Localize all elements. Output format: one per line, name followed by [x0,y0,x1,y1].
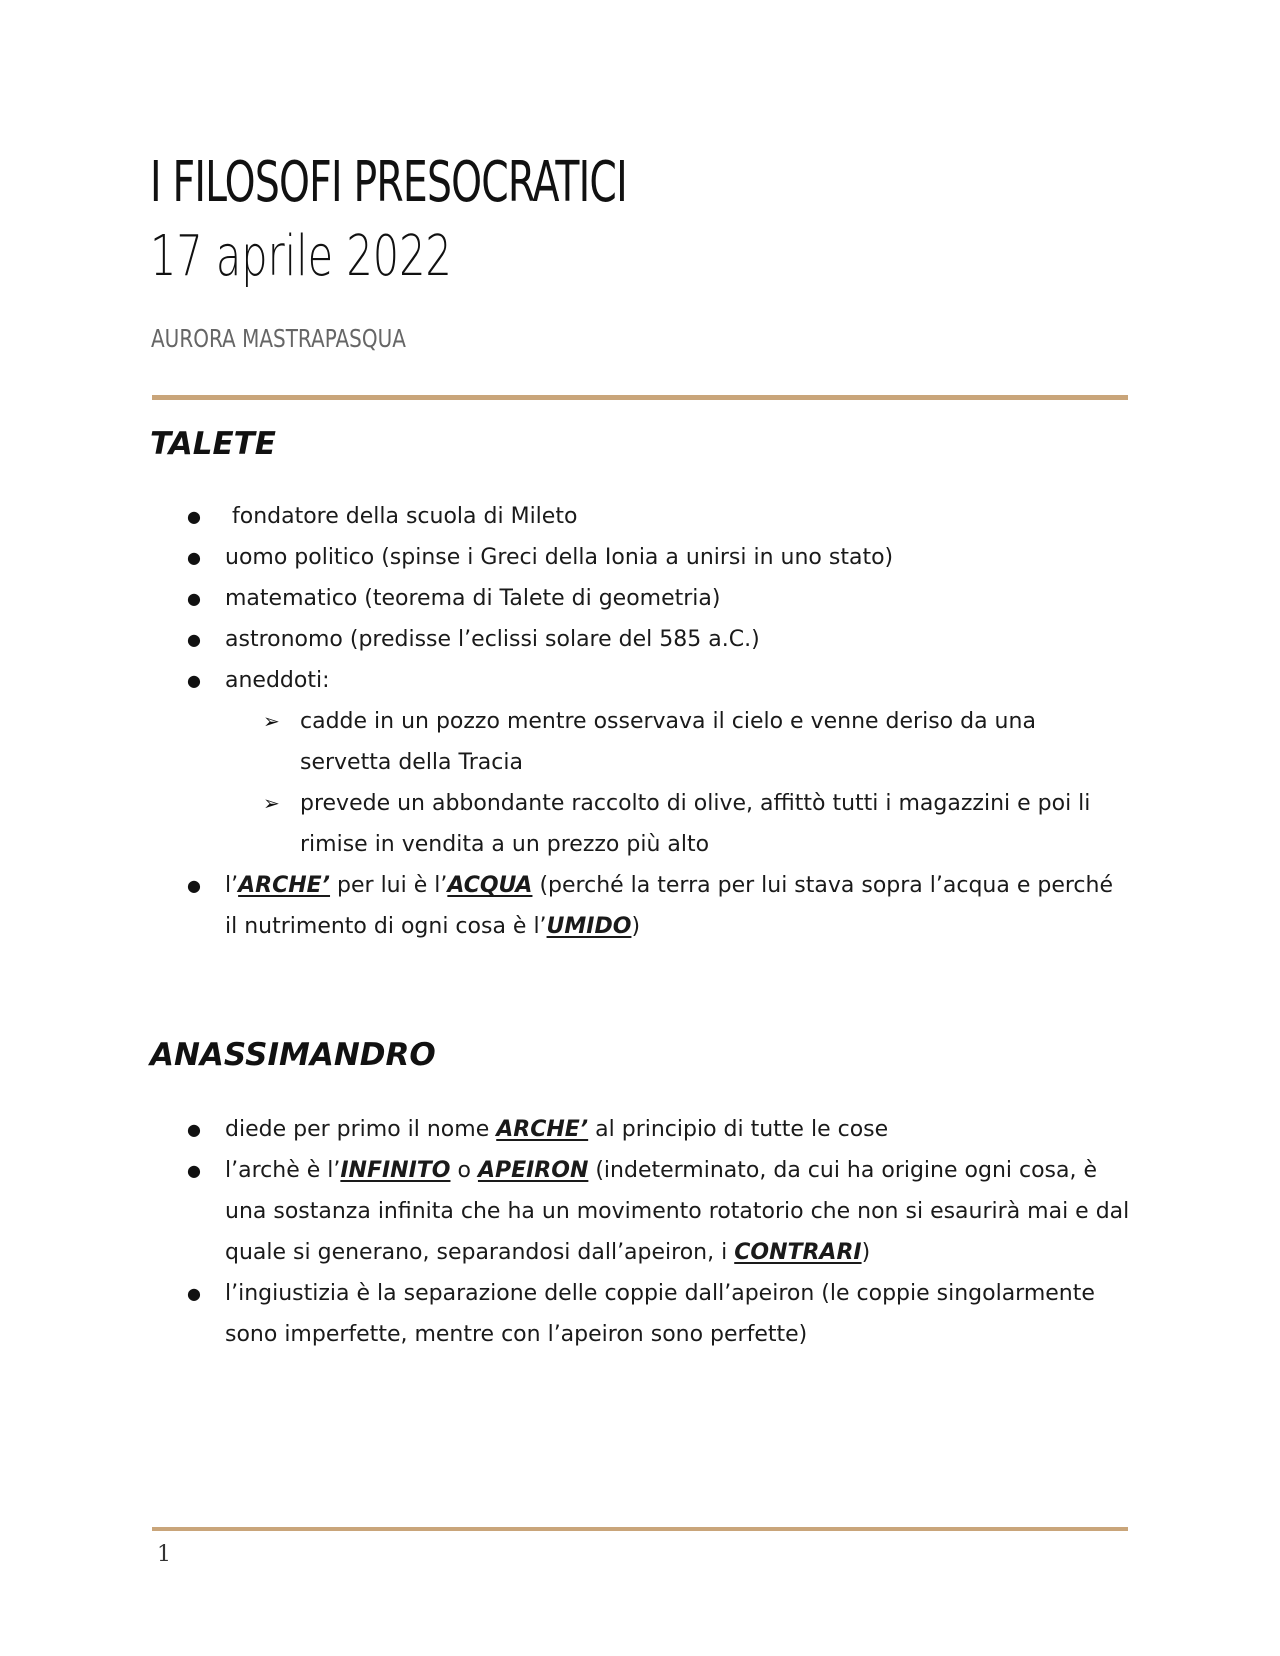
section-heading-talete: TALETE [150,426,276,462]
text-run: diede per primo il nome [225,1117,497,1142]
list-item [0,1150,1280,1273]
bullet-icon: ● [187,876,201,895]
list-item-text [225,1117,888,1142]
list-item-text: aneddoti: [225,668,330,693]
list-item [0,537,1280,578]
bullet-icon: ● [187,1284,201,1303]
sublist-item-text: prevede un abbondante raccolto di olive, affittò tutti i magazzini e poi li rimise in vendita a un prezzo più alto [300,791,1091,857]
text-run: al principio di tutte le cose [588,1117,889,1142]
anassimandro-bullet-list [0,1109,1280,1355]
list-item [0,578,1280,619]
list-item-text: l’ingiustizia è la separazione delle coppie dall’apeiron (le coppie singolarmente sono imperfette, mentre con l’apeiron sono perfette) [225,1281,1095,1347]
page-number: 1 [157,1542,171,1567]
key-term: ARCHE’ [496,1117,589,1142]
text-run: l’ [225,873,239,898]
list-item-text: astronomo (predisse l’eclissi solare del 585 a.C.) [225,627,760,652]
bullet-icon: ● [187,548,201,567]
header-divider [152,395,1128,400]
arrow-bullet-icon: ➢ [263,709,280,733]
key-term: APEIRON [477,1158,589,1183]
list-item [0,865,1280,947]
bullet-icon: ● [187,589,201,608]
text-run: ) [861,1240,871,1265]
text-run: o [450,1158,478,1183]
bullet-icon: ● [187,671,201,690]
bullet-icon: ● [187,1161,201,1180]
text-run: (perché la terra per lui stava sopra l’acqua e perché il nutrimento di ogni cosa è l’ [225,873,1113,939]
key-term: UMIDO [546,914,632,939]
section-heading-anassimandro: ANASSIMANDRO [150,1037,436,1073]
key-term: ACQUA [447,873,533,898]
text-run: ) [631,914,641,939]
list-item [0,660,1280,865]
list-item-text: matematico (teorema di Talete di geometria) [225,586,721,611]
list-item-text: uomo politico (spinse i Greci della Ionia a unirsi in uno stato) [225,545,894,570]
document-title: I FILOSOFI PRESOCRATICI [150,150,627,215]
list-item-text [225,873,1113,939]
bullet-icon: ● [187,1120,201,1139]
bullet-icon: ● [187,507,201,526]
document-date: 17 aprile 2022 [150,224,452,289]
text-run: l’archè è l’ [225,1158,341,1183]
sublist-item [225,783,1130,865]
bullet-icon: ● [187,630,201,649]
list-item [0,1109,1280,1150]
sublist-item [225,701,1130,783]
talete-bullet-list [0,496,1280,947]
document-author: AURORA MASTRAPASQUA [151,324,406,353]
text-run: (indeterminato, da cui ha origine ogni cosa, è una sostanza infinita che ha un movimento rotatorio che non si esaurirà mai e dal quale si generano, separandosi dall’apeiron, i [225,1158,1130,1265]
footer-divider [152,1527,1128,1531]
list-item-text [225,1158,1129,1265]
text-run: per lui è l’ [330,873,448,898]
arrow-bullet-icon: ➢ [263,791,280,815]
list-item-text: fondatore della scuola di Mileto [225,504,578,529]
list-item [0,1273,1280,1355]
list-item [0,496,1280,537]
key-term: ARCHE’ [238,873,331,898]
key-term: INFINITO [340,1158,451,1183]
sublist-item-text: cadde in un pozzo mentre osservava il cielo e venne deriso da una servetta della Tracia [300,709,1036,775]
key-term: CONTRARI [734,1240,862,1265]
list-item [0,619,1280,660]
anecdote-sublist [225,701,1130,865]
